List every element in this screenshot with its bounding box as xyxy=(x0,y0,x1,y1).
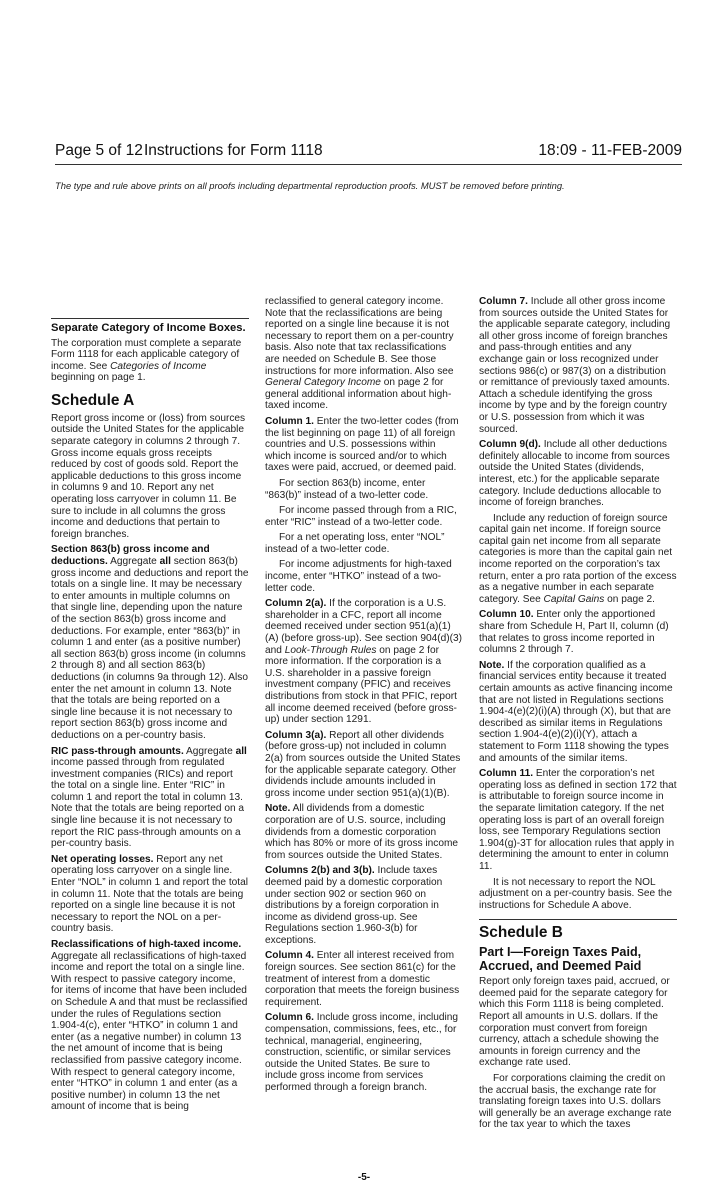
column-11-paragraph xyxy=(479,768,677,872)
proof-note: The type and rule above prints on all proofs including departmental reproduction proofs. MUST be removed before printing. xyxy=(55,180,565,191)
reclassification-paragraph xyxy=(51,939,249,1113)
run-in-heading: Note. xyxy=(479,659,505,671)
paragraph: For corporations claiming the credit on the accrual basis, the exchange rate for translating foreign taxes into U.S. dollars will generally be an average exchange rate for the tax year to which the taxes xyxy=(479,1073,672,1131)
text-run: Aggregate all reclassifications of high-taxed income and report the total on a single line. With respect to passive category income, for items of income that have been included on Schedule A and that must be reclassified under the rules of Regulations section 1.904-4(c), enter “HTKO” in column 1 and enter (as a negative number) in column 13 the net amount of income that is being reclassified from passive category income. With respect to general category income, enter “HTKO” in column 1 and enter (as a positive number) in column 13 the net amount of income that is being xyxy=(51,950,248,1113)
column-7-paragraph xyxy=(479,296,677,435)
run-in-heading: Column 9(d). xyxy=(479,439,541,451)
run-in-heading: Reclassifications of high-taxed income. xyxy=(51,939,242,950)
text-run: beginning on page 1. xyxy=(51,372,146,384)
text-run: If the corporation qualified as a financial services entity because it treated certain amounts as active financing income that are not listed in Regulations sections 1.904-4(e)(2)(i)(A) through (X), but that are described as similar items in Regulations section 1.904-4(e)(2)(i)(Y), attach a statement to Form 1118 showing the types and amounts of the similar items. xyxy=(479,659,673,764)
run-in-heading: Note. xyxy=(265,803,291,815)
separate-category-paragraph xyxy=(51,338,249,384)
schedule-a-heading: Schedule A xyxy=(51,391,135,409)
run-in-heading: Section 863(b) gross income and deductions. xyxy=(51,544,210,567)
run-in-heading: RIC pass-through amounts. xyxy=(51,745,184,757)
run-in-heading: Column 2(a). xyxy=(265,598,327,610)
text-run: income passed through from regulated investment companies (RICs) and report the total on a single line. Enter “RIC” in column 1 and report the total in column 13. Note that the totals are being reported on a single line because it is not necessary to report the RIC pass-through amounts on a per-country basis. xyxy=(51,757,245,850)
note-paragraph xyxy=(479,660,677,764)
continued-paragraph xyxy=(265,296,463,412)
text-run: Aggregate xyxy=(183,745,236,757)
text-run: Aggregate xyxy=(107,556,160,567)
run-in-heading: Columns 2(b) and 3(b). xyxy=(265,865,375,877)
header-rule xyxy=(55,164,682,165)
paragraph: Report only foreign taxes paid, accrued, or deemed paid for the separate category for which this Form 1118 is being completed. Report all amounts in U.S. dollars. If the corporation must convert from foreign currency, attach a schedule showing the amounts in foreign currency and the exchange rate used. xyxy=(479,976,670,1069)
column-10-paragraph xyxy=(479,609,677,655)
run-in-heading: Column 11. xyxy=(479,768,534,780)
column-2 xyxy=(265,296,463,1098)
column-4-paragraph xyxy=(265,950,463,1008)
column-6-paragraph xyxy=(265,1012,463,1093)
page-number: -5- xyxy=(357,1172,371,1183)
text-run: All dividends from a domestic corporation are of U.S. source, including dividends from a domestic corporation which has 80% or more of its gross income from sources outside the United States. xyxy=(265,803,459,861)
note-paragraph xyxy=(265,803,463,861)
paragraph: For income adjustments for high-taxed income, enter “HTKO” instead of a two-letter code. xyxy=(265,559,452,594)
text-run: Report any net operating loss carryover on a single line. Enter “NOL” in column 1 and report the total in column 11. Note that the totals are being reported on a single line because it is not necessary to report the NOL on a per-country basis. xyxy=(51,853,248,935)
section-863b-paragraph xyxy=(51,544,249,741)
run-in-heading: Column 6. xyxy=(265,1012,314,1024)
schedule-a-paragraph: Report gross income or (loss) from sources outside the United States for the applicable separate category in columns 2 through 7. Gross income equals gross receipts reduced by cost of goods sold. Report the applicable deductions to this gross income in columns 9 and 10. Report any net operating loss carryover in column 11. Be sure to include in all columns the gross income and deductions that pertain to foreign branches. xyxy=(51,412,246,540)
columns-2b-3b-paragraph xyxy=(265,865,463,946)
text-run: Include any reduction of foreign source capital gain net income. If foreign source capital gain net income from all separate categories is more than the capital gain net income reported on the corporation’s tax return, enter a pro rata portion of the excess as a negative number in each separate category. See xyxy=(479,512,677,605)
column-3a-paragraph xyxy=(265,730,463,800)
text-run: Enter only the apportioned share from Schedule H, Part II, column (d) that relates to gross income reported in columns 2 through 7. xyxy=(479,609,669,656)
text-run: Include gross income, including compensation, commissions, fees, etc., for technical, managerial, engineering, construction, scientific, or similar services outside the United States. Be sure to include gross income from services performed through a foreign branch. xyxy=(265,1012,459,1093)
column-1 xyxy=(51,318,249,1117)
text-run: Enter the two-letter codes (from the list beginning on page 11) of all foreign countries and U.S. possessions within which income is sourced and/or to which taxes were paid, accrued, or deemed paid. xyxy=(265,415,459,474)
column-3 xyxy=(479,296,677,1135)
text-run: Include taxes deemed paid by a domestic corporation under section 902 or section 960 on distributions by a foreign corporation in income as dividend gross-up. See Regulations section 1.960-3(b) for exceptions. xyxy=(265,865,443,946)
form-title: Instructions for Form 1118 xyxy=(144,142,323,159)
text-run: Enter the corporation’s net operating loss as defined in section 172 that is attributable to foreign source income in the separate limitation category. If the net operating loss is part of an overall foreign loss, see Temporary Regulations section 1.904(g)-3T for allocation rules that apply in determining the amount to enter in column 11. xyxy=(479,768,677,872)
text-run: Include all other deductions definitely allocable to income from sources outside the United States (dividends, interest, etc.) for the applicable separate category. Include deductions allocable to income of foreign branches. xyxy=(479,439,670,509)
text-run: The corporation must complete a separate Form 1118 for each applicable category of income. See xyxy=(51,337,242,372)
separate-category-heading: Separate Category of Income Boxes. xyxy=(51,322,246,334)
text-run: on page 2. xyxy=(604,593,655,605)
run-in-heading: Column 4. xyxy=(265,950,314,962)
capital-gains-ref: Capital Gains xyxy=(543,593,605,605)
run-in-heading: Net operating losses. xyxy=(51,853,154,865)
part-1-heading: Part I—Foreign Taxes Paid, Accrued, and Deemed Paid xyxy=(479,945,642,974)
run-in-heading: Column 7. xyxy=(479,296,528,307)
text-run: If the corporation is a U.S. shareholder in a CFC, report all income deemed received under section 951(a)(1)(A) (before gross-up). See section 904(d)(3) and xyxy=(265,598,462,656)
text-run: on page 2 for more information. If the corporation is a U.S. shareholder in a passive foreign investment company (PFIC) and receives distributions from stock in that PFIC, report all income deemed received (before gross-up) under section 1291. xyxy=(265,644,457,726)
run-in-heading: Column 1. xyxy=(265,415,314,427)
schedule-b-heading: Schedule B xyxy=(479,924,563,942)
text-run: Include all other gross income from sources outside the United States for the applicable separate category, including all other gross income of foreign branches and pass-through entities and any exchange gain or loss recognized under sections 986(c) or 987(3) on a distribution or remittance of previously taxed amounts. Attach a schedule identifying the gross income by type and by the foreign country or U.S. possession from which it was sourced. xyxy=(479,296,671,435)
section-rule xyxy=(479,919,677,920)
text-run: reclassified to general category income. Note that the reclassifications are being reported on a single line because it is not necessary to report them on a per-country basis. Also note that tax reclassifications are needed on Schedule B. See those instructions for more information. Also see xyxy=(265,296,454,377)
column-9d-paragraph xyxy=(479,439,677,509)
emphasis: all xyxy=(235,745,247,757)
text-run: Enter all interest received from foreign sources. See section 861(c) for the treatment of interest from a domestic corporation that meets the foreign business requirement. xyxy=(265,950,460,1008)
look-through-rules-ref: Look-Through Rules xyxy=(284,644,377,656)
run-in-heading: Column 10. xyxy=(479,609,534,621)
emphasis: all xyxy=(159,556,171,567)
run-in-heading: Column 3(a). xyxy=(265,729,327,741)
text-run: on page 2 for general additional information about high-taxed income. xyxy=(265,377,452,412)
nol-paragraph xyxy=(51,854,249,935)
categories-of-income-ref: Categories of Income xyxy=(110,360,207,372)
paragraph: For a net operating loss, enter “NOL” instead of a two-letter code. xyxy=(265,532,445,555)
capital-gain-paragraph xyxy=(479,513,677,606)
general-category-income-ref: General Category Income xyxy=(265,377,381,389)
page-label: Page 5 of 12 xyxy=(55,142,143,159)
timestamp: 18:09 - 11-FEB-2009 xyxy=(538,142,682,159)
column-2a-paragraph xyxy=(265,598,463,726)
ric-paragraph xyxy=(51,746,249,850)
text-run: Report all other dividends (before gross-up) not included in column 2(a) from sources outside the United States for the applicable separate category. Other dividends include amounts included in gross income under section 951(a)(1)(B). xyxy=(265,729,461,799)
section-rule xyxy=(51,318,249,319)
paragraph: It is not necessary to report the NOL adjustment on a per-country basis. See the instructions for Schedule A above. xyxy=(479,876,673,911)
paragraph: For income passed through from a RIC, enter “RIC” instead of a two-letter code. xyxy=(265,505,457,528)
column-1-paragraph xyxy=(265,416,463,474)
text-run: section 863(b) gross income and deductions and report the totals on a single line. It may be necessary to enter amounts in multiple columns on that single line, depending upon the nature of the section 863(b) gross income and deductions. For example, enter “863(b)” in column 1 and enter (as a positive number) all section 863(b) gross income (in columns 2 through 8) and all section 863(b) deductions (in columns 9a through 12). Also enter the net amount in column 13. Note that the totals are being reported on a single line because it is not necessary to report section 863(b) gross income and deductions on a per-country basis. xyxy=(51,556,249,741)
paragraph: For section 863(b) income, enter “863(b)” instead of a two-letter code. xyxy=(265,477,429,501)
